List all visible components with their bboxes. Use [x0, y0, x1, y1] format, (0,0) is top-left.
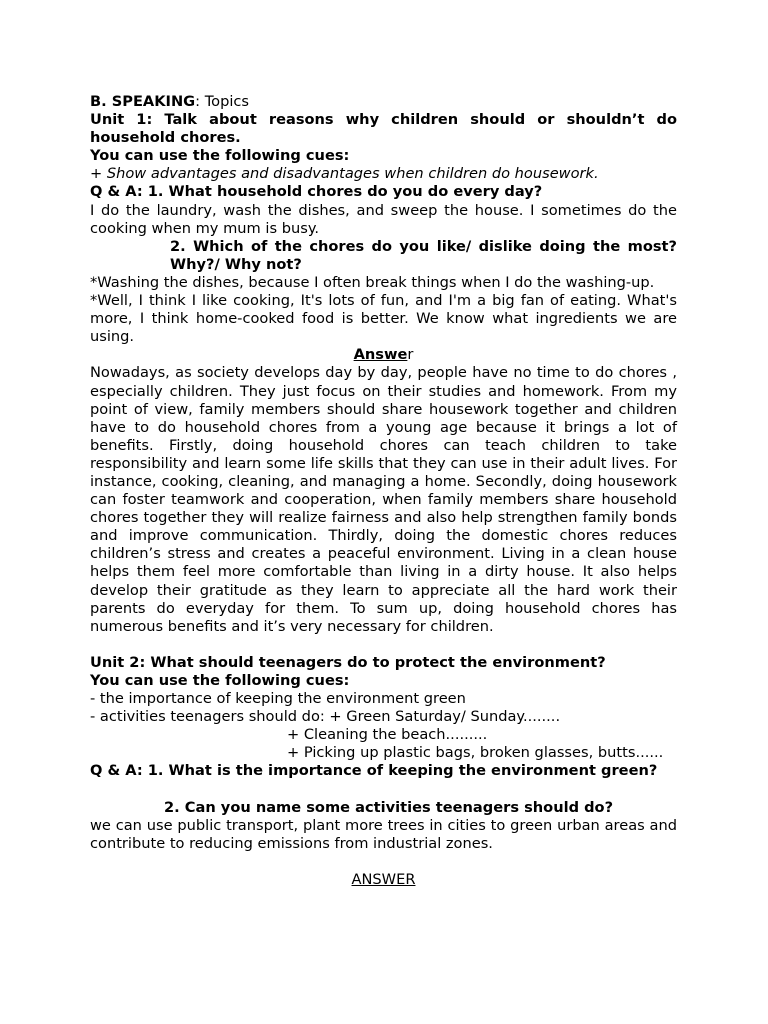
spacer: [90, 636, 677, 654]
unit2-cue-4: + Picking up plastic bags, broken glasses, butts......: [287, 744, 664, 762]
unit2-question-1: Q & A: 1. What is the importance of keeping the environment green?: [90, 762, 658, 780]
unit1-answer-paragraph: Nowadays, as society develops day by day, people have no time to do chores , especially children. They just focus on their studies and homework. From my point of view, family members should share housework together and children have to do household chores from a young age because it brings a lot of benefits. Firstly, doing household chores can teach children to take responsibility and learn some life skills that they can use in their adult lives. For instance, cooking, cleaning, and managing a home. Secondly, doing housework can foster teamwork and cooperation, when family members share household chores together they will realize fairness and also help strengthen family bonds and improve communication. Thirdly, doing the domestic chores reduces children’s stress and creates a peaceful environment. Living in a clean house helps them feel more comfortable than living in a dirty house. It also helps develop their gratitude as they learn to appreciate all the hard work their parents do everyday for them. To sum up, doing household chores has numerous benefits and it’s very necessary for children.: [90, 364, 677, 635]
unit1-answer-heading-bold: Answe: [353, 346, 408, 364]
section-heading-rest: : Topics: [195, 93, 250, 110]
unit1-answer-1: I do the laundry, wash the dishes, and sweep the house. I sometimes do the cooking when my mum is busy.: [90, 201, 677, 237]
unit2-answer-heading: [90, 871, 677, 889]
unit1-cue: + Show advantages and disadvantages when children do housework.: [90, 165, 599, 183]
unit2-cue-1: - the importance of keeping the environment green: [90, 690, 466, 708]
unit1-cues-label: You can use the following cues:: [90, 147, 350, 165]
unit2-cue-2: - activities teenagers should do: + Green Saturday/ Sunday........: [90, 708, 561, 726]
unit2-question-2: 2. Can you name some activities teenagers should do?: [164, 798, 614, 816]
unit1-answer-heading-rest: r: [407, 346, 414, 364]
unit1-title: Unit 1: Talk about reasons why children should or shouldn’t do household chores.: [90, 111, 677, 147]
unit1-answer-2-line-1: *Washing the dishes, because I often break things when I do the washing-up.: [90, 273, 655, 291]
unit1-question-1: Q & A: 1. What household chores do you do every day?: [90, 183, 543, 201]
unit2-cues-label: You can use the following cues:: [90, 672, 350, 689]
document-body: [90, 93, 677, 889]
unit1-answer-heading: [90, 346, 677, 364]
section-heading-label: B. SPEAKING: [90, 93, 196, 110]
spacer: [90, 781, 677, 799]
unit1-question-2: 2. Which of the chores do you like/ dislike doing the most? Why?/ Why not?: [170, 237, 677, 273]
unit2-answer-heading-text: ANSWER: [351, 871, 416, 889]
unit1-answer-2-line-2: *Well, I think I like cooking, It's lots of fun, and I'm a big fan of eating. What's more, I think home-cooked food is better. We know what ingredients we are using.: [90, 292, 677, 346]
unit2-title: Unit 2: What should teenagers do to protect the environment?: [90, 653, 606, 671]
unit2-answer-2: we can use public transport, plant more trees in cities to green urban areas and contribute to reducing emissions from industrial zones.: [90, 816, 677, 852]
spacer: [90, 853, 677, 871]
section-heading: [90, 93, 677, 111]
unit2-cue-3: + Cleaning the beach.........: [287, 726, 488, 744]
